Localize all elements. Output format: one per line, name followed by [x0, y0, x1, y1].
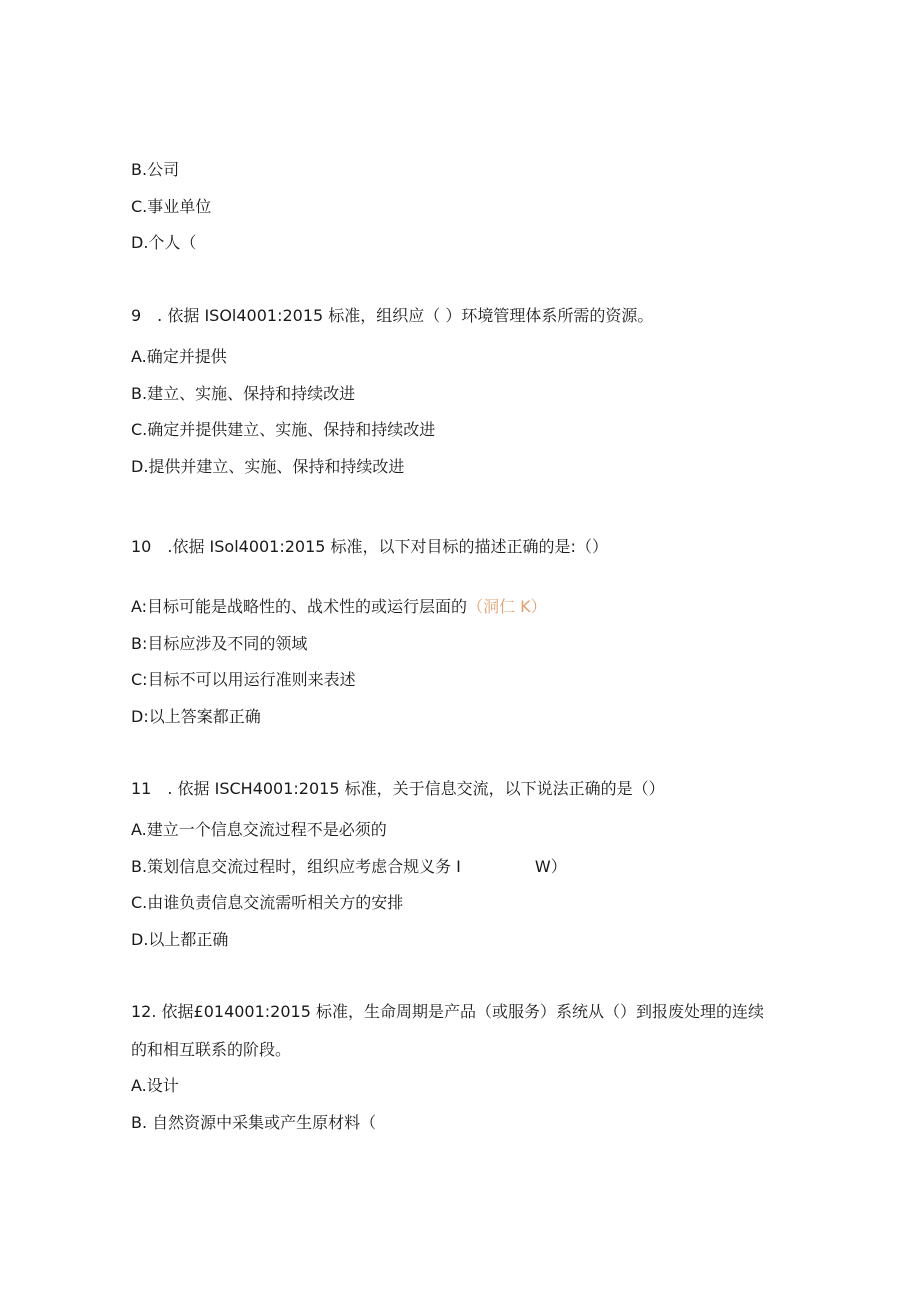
q10-option-a-text: A:目标可能是战略性的、战术性的或运行层面的 — [131, 597, 468, 616]
q11-option-c: C.由谁负责信息交流需听相关方的安排 — [131, 893, 404, 912]
q10-option-c: C:目标不可以用运行准则来表述 — [131, 670, 356, 689]
q9-option-b: B.建立、实施、保持和持续改进 — [131, 384, 356, 403]
q9-option-d: D.提供并建立、实施、保持和持续改进 — [131, 457, 405, 476]
q10-option-d: D:以上答案都正确 — [131, 707, 261, 726]
q11-option-b-mark: W） — [534, 857, 567, 876]
q12-stem-line-1: 12. 依据£014001:2015 标准，生命周期是产品（或服务）系统从（）到报废处理的连续 — [131, 1002, 764, 1021]
q10-option-b: B:目标应涉及不同的领域 — [131, 634, 308, 653]
q9-option-c: C.确定并提供建立、实施、保持和持续改进 — [131, 420, 436, 439]
q10-option-a — [131, 597, 547, 617]
q12-option-b: B. 自然资源中采集或产生原材料（ — [131, 1113, 377, 1132]
q11-option-b — [131, 857, 567, 877]
q10-stem: 10 .依据 ISol4001:2015 标准，以下对目标的描述正确的是:（） — [131, 537, 608, 556]
q8-option-b: B.公司 — [131, 160, 180, 179]
q9-option-a: A.确定并提供 — [131, 347, 227, 366]
q8-option-c: C.事业单位 — [131, 197, 212, 216]
q9-stem: 9 . 依据 ISOl4001:2015 标准，组织应（ ）环境管理体系所需的资源。 — [131, 306, 654, 325]
q12-option-a: A.设计 — [131, 1076, 179, 1095]
q11-option-d: D.以上都正确 — [131, 930, 229, 949]
q12-stem-line-2: 的和相互联系的阶段。 — [131, 1040, 292, 1059]
q11-option-b-text: B.策划信息交流过程时，组织应考虑合规义务 I — [131, 857, 461, 876]
q10-answer-mark: （洞仁 K） — [467, 597, 547, 616]
q11-stem: 11 . 依据 ISCH4001:2015 标准，关于信息交流，以下说法正确的是（） — [131, 779, 665, 798]
q8-option-d: D.个人（ — [131, 233, 197, 252]
q11-option-a: A.建立一个信息交流过程不是必须的 — [131, 820, 387, 839]
